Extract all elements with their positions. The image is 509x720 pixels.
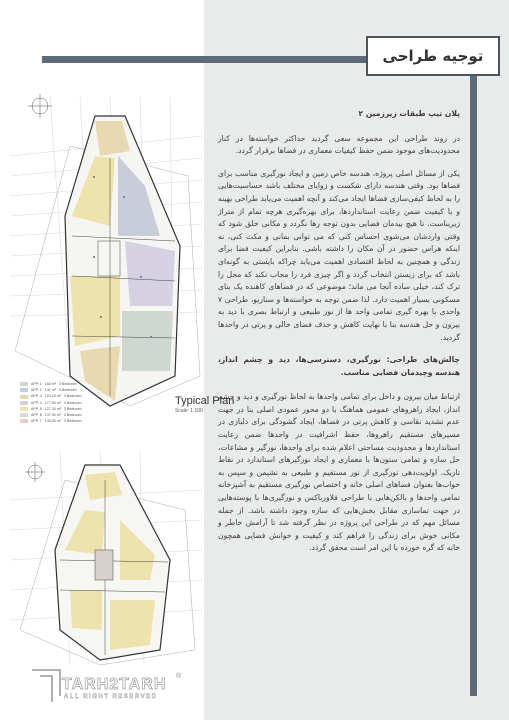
north-arrow-icon <box>28 94 52 118</box>
legend-swatch <box>20 395 28 399</box>
logo-tagline: ALL RIGHT RESERVED <box>64 694 158 700</box>
legend-row: APP. 5 127.30 m² 3 Bedroom <box>20 406 82 412</box>
title-box <box>366 36 500 76</box>
legend-swatch <box>20 382 28 386</box>
secondary-plan-drawing <box>10 450 202 670</box>
paragraph: ارتباط میان بیرون و داخل برای تمامی واحدها به لحاظ نورگیری و دید و چشم انداز، ایجاد راهروهای عمومی هماهنگ با دو محور عمودی اصلی بنا در جهت عدم تشدید نقاسی و کاهش پرتی در فضاها، ایجاد گشودگی برای دلبازی در مسیرهای مستقیم راهروها، حفظ اشرافیت در واحدها ضمن رعایت استانداردها و محدودیت مساحتی اعلام شده برای واحدها، نورگیر و مشاعات، حل سازه و تمامی ستون‌ها با معماری و ایجاد نورگیرهای استاندارد در نقاط تاریک. اولویت‌دهی نورگیری از نور مستقیم و طبیعی به نشیمن و سپس به خواب‌ها بعنوان فضاهای اصلی خانه و اختصاص نورگیری مستقیم به آشپزخانه تمامی واحدها و بالکن‌هایی با طراحی فلاورباکس و نورگیری‌ها با پوسته‌هایی در جهت تماسازی مقابل بخش‌هایی که سازه وجود داشته باشد. از جمله مسائل مهم که در طراحی این پروژه در نظر گرفته شد تا آرامش خاطر و مکانی خوش برای زندگی را فراهم کند و کیفیت و خوانش فضایی همچون خانه که گره خورده با این امر است محقق گردد. <box>218 392 460 553</box>
legend-row: APP. 3 124.18 m² 3 Bedroom <box>20 393 82 399</box>
legend-swatch <box>20 401 28 405</box>
legend-swatch <box>20 407 28 411</box>
logo-wordmark: TARH2TARH <box>62 676 167 693</box>
unit-area <box>110 600 155 650</box>
legend-swatch <box>20 419 28 423</box>
legend-row: APP. 1 160 m² 3 Bedroom <box>20 381 82 387</box>
challenges-heading: چالش‌های طراحی: نورگیری، دسترسی‌ها، دید و چشم انداز، هندسه وچیدمان فضایی مناسب. <box>218 355 460 377</box>
typical-plan-drawing <box>10 76 202 428</box>
north-arrow-icon <box>25 462 45 482</box>
legend-row: APP. 6 137.90 m² 3 Bedroom <box>20 412 82 418</box>
apartment-area <box>122 311 173 371</box>
plan-scale: Scale: 1:100 <box>175 408 203 414</box>
legend-row: APP. 2 141 m² 3 Bedroom <box>20 387 82 393</box>
section-heading: پلان تیپ طبقات زیرزمین ۲ <box>358 109 460 118</box>
body-text-column <box>218 108 460 565</box>
legend-swatch <box>20 413 28 417</box>
apartment-area <box>70 276 120 346</box>
unit-area <box>70 590 102 630</box>
apartment-legend <box>20 381 82 424</box>
logo-registered-mark: ® <box>176 673 182 680</box>
paragraph: در روند طراحی این مجموعه سعی گردید حداکثر خواسته‌ها در کنار محدودیت‌های موجود ضمن حفظ کیفیات معماری در فضاها برقرار گردد. <box>218 133 460 156</box>
legend-row: APP. 7 145.40 m² 3 Bedroom <box>20 418 82 424</box>
page-title: توجیه طراحی <box>382 47 484 65</box>
vertical-accent-bar <box>470 70 477 696</box>
apartment-area <box>125 241 175 306</box>
plan-label: Typical Plan <box>175 395 235 407</box>
legend-row: APP. 4 177.80 m² 3 Bedroom <box>20 400 82 406</box>
paragraph: یکی از مسائل اصلی پروژه، هندسه خاص زمین و ایجاد نورگیری مناسب برای فضاها بود. وقتی هندسه دارای شکست و زوایای مختلف باشد حساسیت‌هایی را به لحاظ کیفی‌سازی فضاها ایجاد می‌کند و آنچه اهمیت می‌یابد طراحی بهینه و با کیفیت ضمن رعایت استانداردها، برای بهره‌گیری هرچه تمام از متراژ زیربناست. تا هیچ بیدمان فضایی بدون توجه رها نگردد و مکانی خلق شود که وقتی واردشان می‌شوی احساس کنی که می توانی بمانی و مکث کنی، نه اینکه هراس حضور در آن مکان را داشته باشی. بنابراین کیفیت فضا برای زندگی و همچنین به لحاظ اقتصادی اهمیت می‌یابد چراکه بایستی به گونه‌ای باشد که برای زیستن انتخاب گردد و اگر چیزی فرد را مجاب نکند که محل را ترک کند، خیلی ساده آنجا می ماند؛ موضوعی که در فضاهای کاهنده یک بنای مسکونی بسیار اهمیت دارد. لذا ضمن توجه به خواسته‌ها و سناریو، طراحی ۷ واحدی با بهره گیری تمامی واحد ها از نور طبیعی و ارتباط بصری با دید به بیرون و حل هندسه بنا با نهایت کاهش و حذف فضای خالی و پرتی در واحدها گردید. <box>218 168 460 342</box>
legend-swatch <box>20 388 28 392</box>
